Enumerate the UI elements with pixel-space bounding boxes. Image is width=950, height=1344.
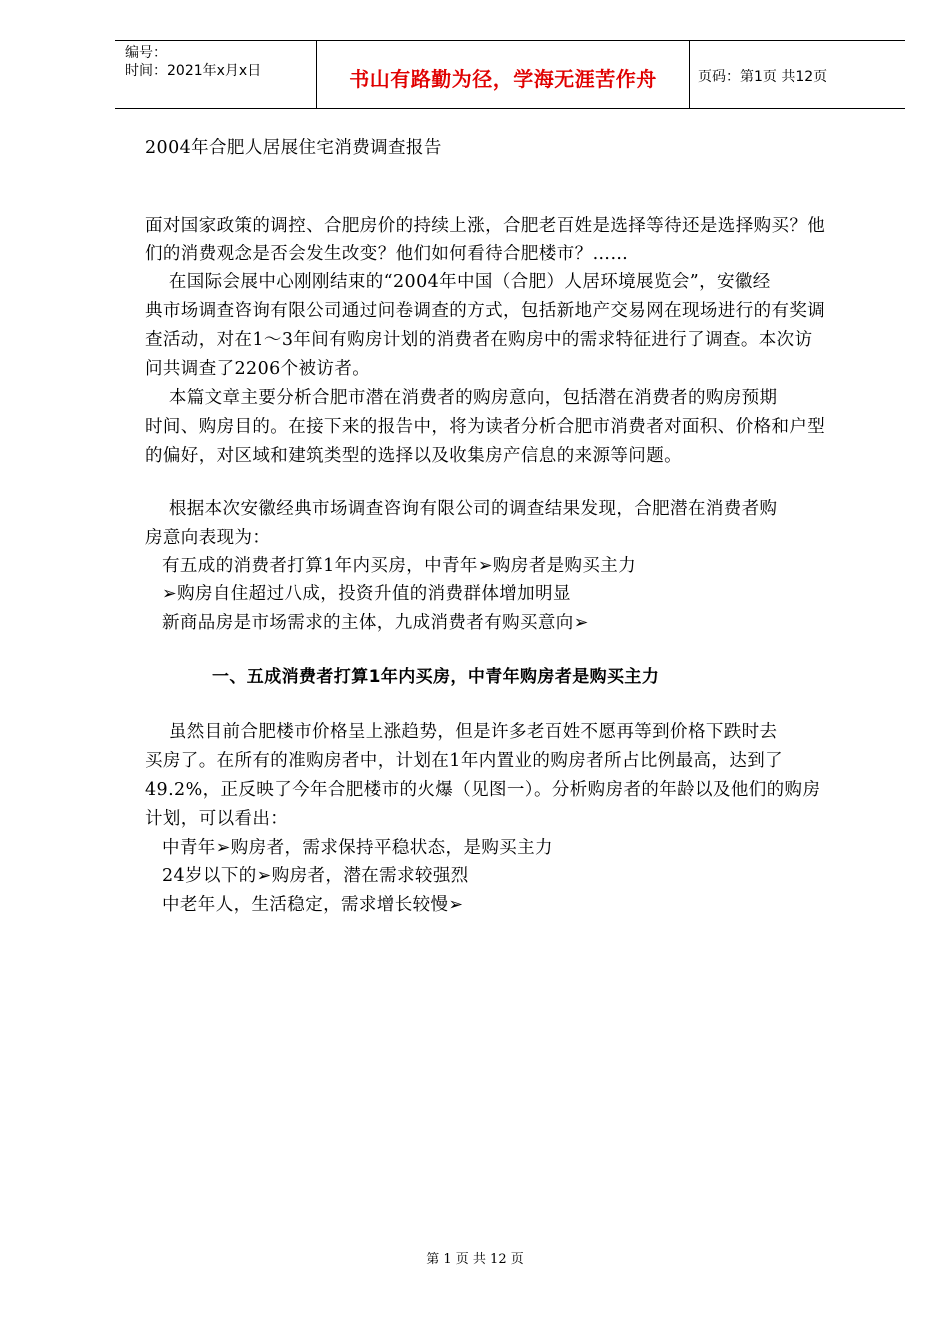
- paragraph-line: 本篇文章主要分析合肥市潜在消费者的购房意向，包括潜在消费者的购房预期: [145, 388, 778, 408]
- list-item: 中青年➢购房者，需求保持平稳状态，是购买主力: [162, 838, 553, 858]
- header-slogan-cell: [316, 41, 690, 108]
- document-header: [115, 40, 905, 109]
- paragraph-line: 房意向表现为：: [145, 528, 271, 548]
- paragraph-line: 面对国家政策的调控、合肥房价的持续上涨，合肥老百姓是选择等待还是选择购买？他: [145, 216, 826, 236]
- list-item: 有五成的消费者打算1年内买房，中青年➢购房者是购买主力: [162, 556, 637, 576]
- paragraph-line: 们的消费观念是否会发生改变？他们如何看待合肥楼市？……: [145, 244, 629, 264]
- section-heading: 一、五成消费者打算1年内买房，中青年购房者是购买主力: [212, 667, 660, 687]
- paragraph-line: 49.2%，正反映了今年合肥楼市的火爆（见图一）。分析购房者的年龄以及他们的购房: [145, 780, 821, 800]
- slogan: 书山有路勤为径，学海无涯苦作舟: [349, 67, 657, 91]
- serial-label: 编号：: [125, 45, 167, 61]
- paragraph-line: 计划，可以看出：: [145, 809, 289, 829]
- time-label: 时间：2021年x月x日: [125, 63, 262, 79]
- paragraph-line: 虽然目前合肥楼市价格呈上涨趋势，但是许多老百姓不愿再等到价格下跌时去: [145, 722, 778, 742]
- paragraph-line: 时间、购房目的。在接下来的报告中，将为读者分析合肥市消费者对面积、价格和户型: [145, 417, 826, 437]
- paragraph-line: 根据本次安徽经典市场调查咨询有限公司的调查结果发现，合肥潜在消费者购: [145, 499, 778, 519]
- paragraph-line: 买房了。在所有的准购房者中，计划在1年内置业的购房者所占比例最高，达到了: [145, 751, 784, 771]
- paragraph-line: 在国际会展中心刚刚结束的“2004年中国（合肥）人居环境展览会”，安徽经: [145, 272, 771, 292]
- header-page-cell: [690, 41, 905, 108]
- list-item: 新商品房是市场需求的主体，九成消费者有购买意向➢: [162, 613, 589, 633]
- footer-page-number: 第 1 页 共 12 页: [426, 1252, 524, 1267]
- list-item: 中老年人，生活稳定，需求增长较慢➢: [162, 895, 464, 915]
- list-item: ➢购房自住超过八成，投资升值的消费群体增加明显: [162, 584, 571, 604]
- header-meta-cell: [115, 41, 315, 108]
- paragraph-line: 的偏好，对区域和建筑类型的选择以及收集房产信息的来源等问题。: [145, 446, 682, 466]
- list-item: 24岁以下的➢购房者，潜在需求较强烈: [162, 866, 469, 886]
- header-page-number: 页码：第1页 共12页: [698, 69, 828, 85]
- paragraph-line: 典市场调查咨询有限公司通过问卷调查的方式，包括新地产交易网在现场进行的有奖调: [145, 301, 826, 321]
- document-title: 2004年合肥人居展住宅消费调查报告: [145, 138, 442, 158]
- paragraph-line: 问共调查了2206个被访者。: [145, 359, 371, 379]
- paragraph-line: 查活动，对在1～3年间有购房计划的消费者在购房中的需求特征进行了调查。本次访: [145, 330, 813, 350]
